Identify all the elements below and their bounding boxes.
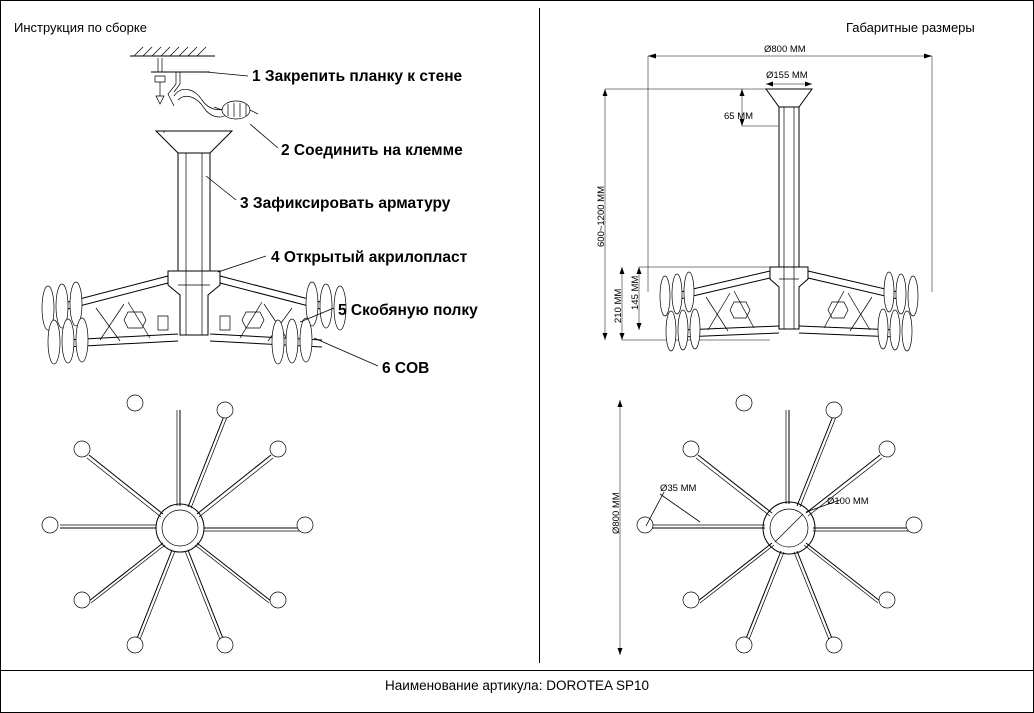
dim-line-canopy: [766, 82, 812, 87]
lamp-shades-right-side: [272, 282, 346, 364]
left-plan-view: [42, 395, 313, 653]
body-frame-left: [64, 271, 324, 347]
article-name-footer: Наименование артикула: DOROTEA SP10: [385, 678, 649, 693]
callout-step-1: 1 Закрепить планку к стене: [252, 68, 463, 85]
dim-label-canopy-height: 65 ММ: [724, 111, 754, 122]
left-panel-title: Инструкция по сборке: [14, 20, 147, 35]
leader-arm-diameter: [646, 492, 700, 526]
callout-step-3: 3 Зафиксировать арматуру: [240, 195, 451, 212]
right-front-view: [603, 54, 933, 352]
canopy-right: [766, 89, 812, 107]
right-panel-title: Габаритные размеры: [846, 20, 975, 35]
ceiling-hatch: [130, 47, 215, 56]
stem-right: [779, 107, 799, 267]
dim-label-hub-diameter: Ø100 ММ: [827, 496, 869, 507]
dim-label-suspension-range: 600~1200 ММ: [596, 186, 607, 247]
callout-step-2: 2 Соединить на клемме: [281, 142, 463, 159]
dim-label-overall-diameter-front: Ø800 ММ: [764, 44, 806, 55]
dim-label-body-height-inner: 145 ММ: [630, 275, 641, 310]
lamp-shades-left-side: [42, 282, 88, 364]
dim-label-body-height: 210 ММ: [613, 288, 624, 323]
callout-step-6: 6 COB: [382, 360, 430, 377]
body-frame-right: [680, 267, 898, 337]
dim-label-canopy-diameter: Ø155 ММ: [766, 70, 808, 81]
callout-step-4: 4 Открытый акрилопласт: [271, 249, 468, 266]
terminal-block: [174, 89, 258, 119]
right-plan-view: [618, 395, 923, 655]
stem-left: [178, 153, 210, 271]
callout-step-5: 5 Скобяную полку: [338, 302, 478, 319]
dim-label-overall-diameter-plan: Ø800 ММ: [611, 492, 622, 534]
dim-label-arm-tube-diameter: Ø35 ММ: [660, 483, 697, 494]
canopy-left: [156, 131, 232, 153]
